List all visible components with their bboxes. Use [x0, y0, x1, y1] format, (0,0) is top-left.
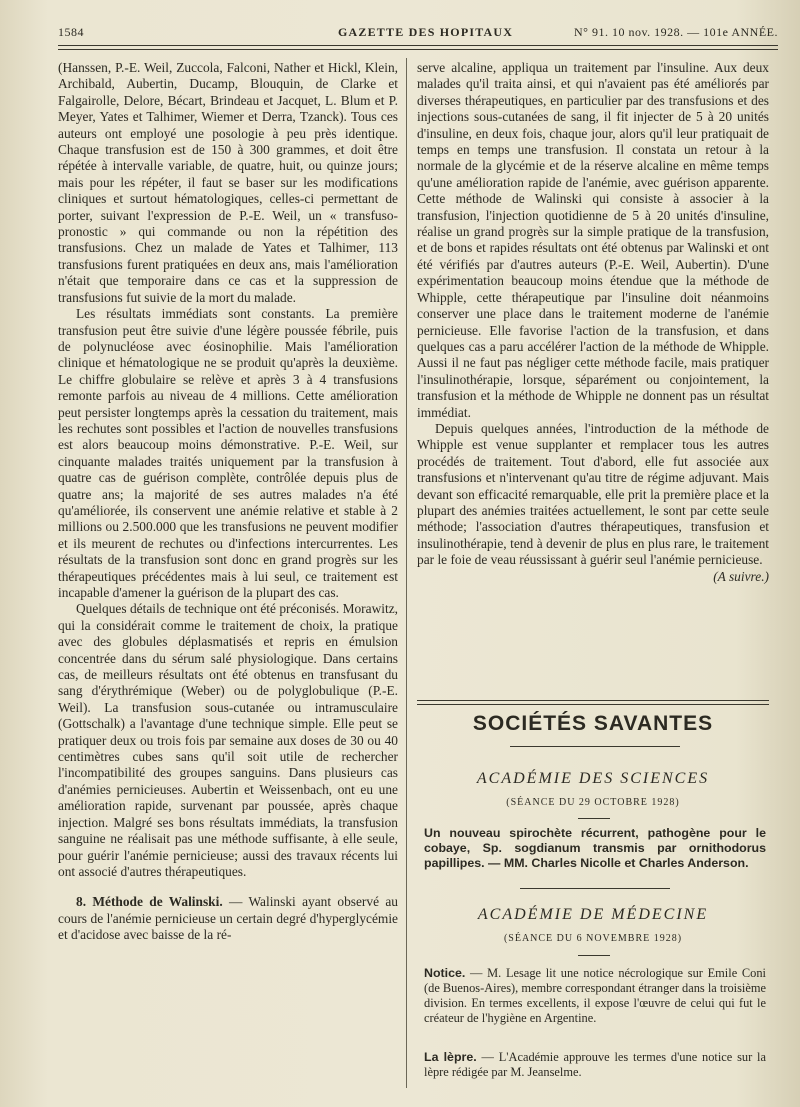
notice-text: — M. Lesage lit une notice nécrologique sur Emile Coni (de Buenos-Aires), membre correspondant étranger dans la troisième division. En termes excellents, il expose l'œuvre de celui qui fut le créateur de l'hygiène en Argentine.: [424, 966, 766, 1025]
section-heading: 8. Méthode de Walinski.: [76, 894, 223, 910]
journal-title: GAZETTE DES HOPITAUX: [338, 25, 514, 39]
seance-date: (SÉANCE DU 6 NOVEMBRE 1928): [503, 933, 683, 944]
section-rule-thin: [417, 704, 769, 705]
short-rule: [578, 818, 610, 819]
section-text: — Walinski ayant observé au cours de l'anémie pernicieuse un certain degré d'hyperglycémie et d'acidose avec baisse de la ré-: [58, 894, 398, 943]
sciences-item: [424, 826, 766, 871]
left-column: [58, 60, 398, 944]
lepre-lead: La lèpre.: [424, 1050, 477, 1064]
lepre-item: [424, 1050, 766, 1080]
column-divider: [406, 58, 407, 1088]
societes-title: SOCIÉTÉS SAVANTES: [472, 712, 714, 735]
lepre-text: — L'Académie approuve les termes d'une notice sur la lèpre rédigée par M. Jeanselme.: [424, 1050, 766, 1079]
academie-sciences-title: ACADÉMIE DES SCIENCES: [476, 770, 710, 787]
page-header: [58, 25, 778, 43]
paragraph: (Hanssen, P.-E. Weil, Zuccola, Falconi, Nather et Hickl, Klein, Archibald, Aubertin, Ducamp, Blouquin, de Clarke et Falgairolle, Delore, Bécart, Brindeau et Jacquet, L. Blum et P. Meyer, Yates et Talhimer, Wiemer et Derra, Tzanck). Tous ces auteurs ont employé une posologie à peu près identique. Chaque transfusion est de 150 à 300 grammes, et doit être répétée à intervalle variable, de quatre, huit, ou quinze jours; mais pour les répéter, il faut se baser sur les modifications cliniques et surtout hématologiques, celles-ci permettant de porter, suivant l'expression de P.-E. Weil, un « transfuso-pronostic » qui commande ou non la répétition des transfusions. Chez un malade de Yates et Talhimer, 113 transfusions furent pratiquées en deux ans, mais l'amélioration n'était que temporaire dans ce cas et la suppression de transfusions fut suivie de la mort du malade.: [58, 60, 398, 305]
academie-medecine-title: ACADÉMIE DE MÉDECINE: [477, 906, 709, 923]
sciences-item-text: Un nouveau spirochète récurrent, pathogène pour le cobaye, Sp. sogdianum transmis par ornithodorus papillipes. — MM. Charles Nicolle et Charles Anderson.: [424, 826, 766, 870]
short-rule: [578, 955, 610, 956]
notice-lead: Notice.: [424, 966, 466, 980]
section-rule: [417, 700, 769, 701]
separator-rule: [520, 888, 670, 889]
seance-date: (SÉANCE DU 29 OCTOBRE 1928): [506, 797, 680, 808]
right-column: [417, 60, 769, 585]
page-number: 1584: [58, 25, 84, 39]
paragraph: Depuis quelques années, l'introduction de la méthode de Whipple est venue supplanter et remplacer tous les autres procédés de traitement. Tout d'abord, elle fut associée aux transfusions et n'intervenant qu'au titre de régime adjuvant. Mais devant son efficacité remarquable, elle prit la première place et la plupart des anémies traitées actuellement, le sont par cette seule méthode; l'association d'autres thérapeutiques, transfusion et insulinothérapie, tend à devenir de plus en plus rare, le traitement par le foie de veau réussissant à guérir seul l'anémie pernicieuse.: [417, 420, 769, 568]
header-rule-thin: [58, 49, 778, 50]
paragraph: Quelques détails de technique ont été préconisés. Morawitz, qui la considérait comme le traitement de choix, la pratique avec des globules déplasmatisés et repris en émulsion concentrée dans du sérum salé physiologique. Dans certains cas, de meilleurs résultats ont été obtenus en transfusant du sang d'érythrémique (Weber) ou de polyglobulique (P.-E. Weil). La transfusion sous-cutanée ou intramusculaire (Gottschalk) a l'avantage d'une technique simple. Elle peut se pratiquer deux ou trois fois par semaine aux doses de 30 ou 40 centimètres cubes sans qu'il soit utile de rechercher l'incompatibilité des groupes sanguins. Dans plusieurs cas d'anémies pernicieuses. Aubertin et Weissenbach, ont eu une amélioration rapide, survenant par poussée, après chaque injection. Malgré ses bons résultats immédiats, la transfusion sanguine ne réalisait pas une méthode suffisante, à elle seule, pour guérir l'anémie pernicieuse; aussi des travaux récents lui ont associé d'autres thérapeutiques.: [58, 601, 398, 879]
issue-info: N° 91. 10 nov. 1928. — 101e ANNÉE.: [573, 25, 778, 39]
title-underline: [510, 746, 680, 747]
paragraph-walinski: [58, 894, 398, 943]
notice-item: [424, 966, 766, 1026]
paragraph: serve alcaline, appliqua un traitement par l'insuline. Aux deux malades qu'il traita ainsi, et qui n'avaient pas été améliorés par diverses thérapeutiques, en particulier par des transfusions et des injections sous-cutanées de sang, il fit injecter de 5 à 20 unités d'insuline, en deux fois, chaque jour, alors qu'il leur pratiquait de temps en temps une transfusion. Il constata un retour à la normale de la glycémie et de la réserve alcaline en même temps qu'une amélioration rapide de l'anémie, avec guérison apparente. Cette méthode de Walinski qui consiste à associer à la transfusion, l'injection quotidienne de 5 à 20 unités d'insuline, réalise un grand progrès sur la simple pratique de la transfusion, et de bons et rapides résultats ont été obtenus par Walinski et ont été vérifiés par d'autres auteurs (P.-E. Weil, Aubertin). D'une expérimentation beaucoup moins étendue que la méthode de Whipple, cette thérapeutique par l'insuline doit néanmoins conserver une place dans le traitement moderne de l'anémie pernicieuse. Elle favorise l'action de la transfusion, et dans quelques cas a paru accélérer l'action de la méthode de Whipple. Aussi il ne faut pas négliger cette méthode facile, mais pratiquer l'insulinothérapie, lorsque, séparément ou conjointement, la transfusion et la méthode de Whipple ne donnent pas un résultat immédiat.: [417, 60, 769, 420]
header-rule: [58, 45, 778, 46]
to-be-continued: (A suivre.): [713, 568, 769, 584]
paragraph: Les résultats immédiats sont constants. La première transfusion peut être suivie d'une légère poussée fébrile, puis de polynucléose avec éosinophilie. Mais l'amélioration clinique et hématologique ne se produit qu'après la deuxième. Le chiffre globulaire se relève et après 3 à 4 transfusions remonte parfois au niveau de 4 millions. Cette amélioration peut persister longtemps après la cessation du traitement, mais les rechutes sont possibles et l'action de nouvelles transfusions est alors beaucoup moins démonstrative. P.-E. Weil, sur cinquante malades traités uniquement par la transfusion à quatre cas de guérison complète, contrôlée depuis plus de quatre ans; la majorité de ses autres malades n'a été qu'améliorée, ils conservent une anémie relative et stable à 2 millions ou 2.500.000 que les transfusions ne peuvent modifier et ils meurent de rechutes ou d'infections intercurrentes. Les résultats de la transfusion sont donc en grand progrès sur les thérapeutiques précédentes mais à lui seul, ce traitement est incapable d'amener la guérison de la plupart des cas.: [58, 306, 398, 600]
